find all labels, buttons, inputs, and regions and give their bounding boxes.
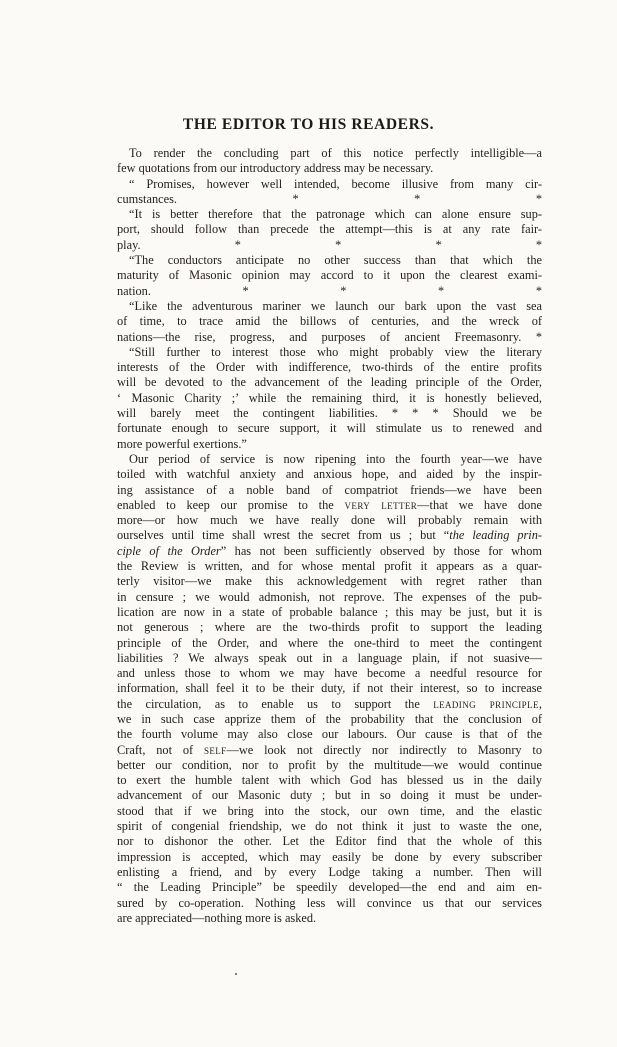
article-body — [117, 146, 542, 926]
text-line — [117, 681, 542, 696]
text-line — [117, 819, 542, 834]
small-caps-text: very letter — [344, 497, 418, 512]
page-title: THE EDITOR TO HIS READERS. — [182, 116, 435, 133]
text-line — [117, 421, 542, 436]
small-caps-text: leading principle — [433, 696, 539, 711]
text-segment: more—or how much we have really done will probably remain with — [117, 513, 542, 528]
text-segment: more powerful exertions.” — [117, 436, 247, 451]
text-line — [117, 345, 542, 360]
text-line — [117, 911, 542, 926]
text-line — [117, 314, 542, 329]
text-line — [117, 758, 542, 773]
text-segment: ” has not been sufficiently observed by those for whom — [220, 543, 542, 558]
text-line — [117, 483, 542, 498]
text-segment: nations—the rise, progress, and purposes of ancient Freemasonry. * — [117, 329, 542, 344]
text-line — [117, 268, 542, 283]
text-segment: interests of the Order with indifference, two-thirds of the entire profits — [117, 360, 542, 375]
text-segment: to exert the humble talent with which God has blessed us in the daily — [117, 773, 542, 788]
text-line — [117, 192, 542, 207]
text-segment: lication are now in a state of probable balance ; this may be just, but it is — [117, 604, 542, 619]
text-line — [117, 375, 542, 390]
text-line — [117, 161, 542, 176]
text-segment: and unless those to whom we may have become a needful resource for — [117, 666, 542, 681]
text-segment: advancement of our Masonic duty ; but in so doing it must be under- — [117, 788, 542, 803]
text-line — [117, 666, 542, 681]
text-line — [117, 146, 542, 161]
text-line — [117, 330, 542, 345]
text-segment: enabled to keep our promise to the — [117, 497, 345, 512]
text-segment: ourselves until time shall wrest the secret from us ; but “ — [117, 528, 450, 543]
text-segment: play. * * * * — [117, 237, 542, 252]
text-line — [117, 238, 542, 253]
text-line — [117, 299, 542, 314]
text-segment: in censure ; we would admonish, not reprove. The expenses of the pub- — [117, 589, 542, 604]
text-line — [117, 743, 542, 758]
text-line — [117, 467, 542, 482]
text-line — [117, 620, 542, 635]
text-segment: impression is accepted, which may easily be done by every subscriber — [117, 849, 542, 864]
text-line — [117, 773, 542, 788]
text-segment: Craft, not of — [117, 742, 204, 757]
text-segment: we in such case apprize them of the probability that the conclusion of — [117, 711, 542, 726]
text-line — [117, 605, 542, 620]
text-segment: liabilities ? We always speak out in a language plain, if not suasive— — [117, 650, 542, 665]
text-segment: “Still further to interest those who might probably view the literary — [129, 344, 542, 359]
text-segment: “The conductors anticipate no other success than that which the — [129, 253, 542, 268]
text-segment: —we look not directly nor indirectly to Masonry to — [226, 742, 543, 757]
text-segment: nation. * * * * — [117, 283, 542, 298]
text-line — [117, 559, 542, 574]
text-line — [117, 207, 542, 222]
text-line — [117, 574, 542, 589]
text-segment: spirit of congenial friendship, we do not think it just to waste the one, — [117, 819, 542, 834]
text-line — [117, 513, 542, 528]
text-segment: the fourth volume may also close our labours. Our cause is that of the — [117, 727, 542, 742]
text-segment: of time, to trace amid the billows of centuries, and the wreck of — [117, 314, 542, 329]
text-segment: ‘ Masonic Charity ;’ while the remaining third, it is honestly believed, — [117, 390, 542, 405]
text-line — [117, 222, 542, 237]
text-segment: nor to dishonor the other. Let the Editor find that the whole of this — [117, 834, 542, 849]
text-segment: few quotations from our introductory address may be necessary. — [117, 161, 434, 176]
text-segment: “ the Leading Principle” be speedily developed—the end and aim en- — [117, 880, 542, 895]
italic-text: ciple of the Order — [117, 543, 221, 558]
text-line — [117, 452, 542, 467]
text-segment: port, should follow than precede the attempt—this is at any rate fair- — [117, 222, 542, 237]
text-segment: the Review is written, and for whose mental profit it appears as a quar- — [117, 559, 542, 574]
text-line — [117, 406, 542, 421]
text-segment: ing assistance of a noble band of compatriot friends—we have been — [117, 482, 542, 497]
text-segment: toiled with watchful anxiety and anxious hope, and aided by the inspir- — [117, 467, 542, 482]
text-line — [117, 437, 542, 452]
text-line — [117, 896, 542, 911]
text-line — [117, 651, 542, 666]
text-segment: To render the concluding part of this notice perfectly intelligible—a — [129, 146, 542, 160]
text-segment: enlisting a friend, and by every Lodge taking a number. Then will — [117, 864, 542, 879]
text-segment: sured by co-operation. Nothing less will convince us that our services — [117, 895, 542, 910]
text-line — [117, 850, 542, 865]
text-segment: —that we have done — [417, 497, 542, 512]
text-line — [117, 253, 542, 268]
text-segment: will be devoted to the advancement of the leading principle of the Order, — [117, 375, 542, 390]
text-segment: fortunate enough to secure support, it will stimulate us to renewed and — [117, 421, 542, 436]
text-line — [117, 360, 542, 375]
text-segment: principle of the Order, and where the one-third to meet the contingent — [117, 635, 542, 650]
small-caps-text: self — [203, 742, 227, 757]
text-segment: “ Promises, however well intended, become illusive from many cir- — [129, 176, 542, 191]
text-segment: stood that if we bring into the stock, our own time, and the elastic — [117, 803, 542, 818]
text-line — [117, 544, 542, 559]
text-segment: information, shall feel it to be their duty, if not their interest, so to increase — [117, 681, 542, 696]
text-line — [117, 804, 542, 819]
text-line — [117, 391, 542, 406]
text-segment: Our period of service is now ripening into the fourth year—we have — [129, 451, 542, 466]
text-segment: “Like the adventurous mariner we launch our bark upon the vast sea — [129, 298, 542, 313]
text-line — [117, 865, 542, 880]
italic-text: the leading prin- — [449, 528, 543, 543]
text-segment: , — [538, 696, 542, 711]
text-segment: terly visitor—we make this acknowledgement with regret rather than — [117, 574, 542, 589]
text-line — [117, 636, 542, 651]
text-line — [117, 880, 542, 895]
text-line — [117, 712, 542, 727]
text-segment: cumstances. * * * — [117, 191, 542, 206]
text-segment: will barely meet the contingent liabilities. * * * Should we be — [117, 406, 542, 421]
text-segment: not generous ; where are the two-thirds profit to support the leading — [117, 620, 542, 635]
text-segment: “It is better therefore that the patronage which can alone ensure sup- — [129, 207, 542, 222]
text-segment: better our condition, nor to profit by the multitude—we would continue — [117, 757, 542, 772]
text-line — [117, 177, 542, 192]
text-line — [117, 590, 542, 605]
text-line — [117, 727, 542, 742]
text-line — [117, 834, 542, 849]
text-segment: maturity of Masonic opinion may accord to it upon the clearest exami- — [117, 268, 542, 283]
text-segment: are appreciated—nothing more is asked. — [117, 910, 317, 925]
text-line — [117, 788, 542, 803]
text-segment: the circulation, as to enable us to support the — [117, 696, 434, 711]
printer-mark — [235, 973, 237, 975]
text-line — [117, 284, 542, 299]
text-line — [117, 697, 542, 712]
text-line — [117, 498, 542, 513]
text-line — [117, 528, 542, 543]
